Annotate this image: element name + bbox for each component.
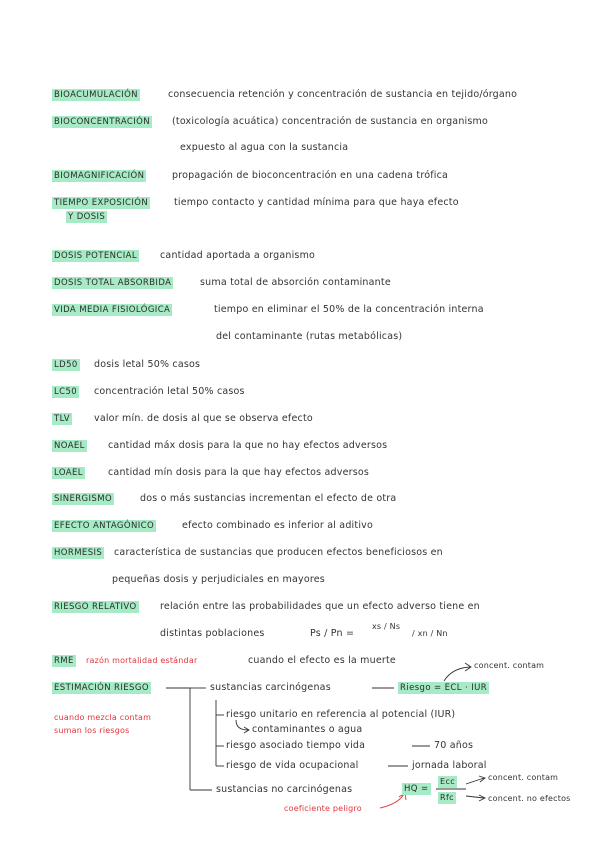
riesgo-vida-ocupacional: riesgo de vida ocupacional: [226, 760, 359, 771]
sustancias-no-carcinogenas: sustancias no carcinógenas: [216, 784, 353, 795]
def-loael: cantidad mín dosis para la que hay efectos adversos: [108, 467, 370, 478]
rme-red-note: razón mortalidad estándar: [86, 656, 198, 665]
term-estimacion-riesgo: ESTIMACIÓN RIESGO: [54, 683, 149, 693]
term-rme: RME: [54, 656, 74, 666]
def-sinergismo: dos o más sustancias incrementan el efecto de otra: [140, 493, 397, 504]
term-biomagnificacion: BIOMAGNIFICACIÓN: [54, 171, 145, 181]
term-bioconcentracion: BIOCONCENTRACIÓN: [54, 117, 150, 127]
formula-xn-nn: / xn / Nn: [412, 629, 448, 638]
def-riesgo-relativo-2: distintas poblaciones: [160, 628, 265, 639]
def-vida-media-1: tiempo en eliminar el 50% de la concentración interna: [214, 304, 484, 315]
def-dosis-total: suma total de absorción contaminante: [200, 277, 391, 288]
def-tlv: valor mín. de dosis al que se observa efecto: [94, 413, 313, 424]
def-dosis-potencial: cantidad aportada a organismo: [160, 250, 316, 261]
red-note-mezcla: cuando mezcla contam: [54, 713, 152, 722]
term-y-dosis: Y DOSIS: [68, 212, 106, 222]
formula-xs-ns: xs / Ns: [372, 622, 401, 631]
term-ld50: LD50: [54, 360, 78, 370]
def-ld50: dosis letal 50% casos: [94, 359, 201, 370]
def-bioconcentracion-1: (toxicología acuática) concentración de sustancia en organismo: [172, 116, 488, 127]
term-hormesis: HORMESIS: [54, 548, 103, 558]
concent-contam-2: concent. contam: [488, 773, 559, 782]
iur-contaminantes-agua: contaminantes o agua: [252, 724, 363, 735]
term-dosis-potencial: DOSIS POTENCIAL: [54, 251, 137, 261]
term-tlv: TLV: [54, 414, 71, 424]
term-lc50: LC50: [54, 387, 78, 397]
def-tiempo-exposicion: tiempo contacto y cantidad mínima para que haya efecto: [174, 197, 459, 208]
term-sinergismo: SINERGISMO: [54, 494, 113, 504]
def-hormesis-2: pequeñas dosis y perjudiciales en mayores: [112, 574, 325, 585]
coeficiente-peligro: coeficiente peligro: [284, 804, 362, 813]
setenta-anios: 70 años: [434, 740, 474, 751]
term-riesgo-relativo: RIESGO RELATIVO: [54, 602, 137, 612]
term-tiempo-exposicion: TIEMPO EXPOSICIÓN: [54, 198, 149, 208]
jornada-laboral: jornada laboral: [412, 760, 487, 771]
riesgo-unitario-iur: riesgo unitario en referencia al potencial (IUR): [226, 709, 456, 720]
term-vida-media: VIDA MEDIA FISIOLÓGICA: [54, 305, 171, 315]
term-bioacumulacion: BIOACUMULACIÓN: [54, 90, 138, 100]
def-hormesis-1: característica de sustancias que producen efectos beneficiosos en: [114, 547, 443, 558]
def-rme: cuando el efecto es la muerte: [248, 655, 396, 666]
hq-label: HQ =: [404, 784, 429, 794]
term-antagonico: EFECTO ANTAGÓNICO: [54, 521, 155, 531]
formula-ps-pn: Ps / Pn =: [310, 628, 355, 639]
hq-rfc: Rfc: [440, 793, 454, 802]
def-biomagnificacion: propagación de bioconcentración en una cadena trófica: [172, 170, 449, 181]
term-noael: NOAEL: [54, 441, 85, 451]
def-antagonico: efecto combinado es inferior al aditivo: [182, 520, 373, 531]
concent-contam-1: concent. contam: [474, 661, 545, 670]
def-vida-media-2: del contaminante (rutas metabólicas): [216, 331, 403, 342]
riesgo-tiempo-vida: riesgo asociado tiempo vida: [226, 740, 366, 751]
def-bioacumulacion: consecuencia retención y concentración de sustancia en tejido/órgano: [168, 89, 518, 100]
concent-no-efectos: concent. no efectos: [488, 794, 571, 803]
term-loael: LOAEL: [54, 468, 83, 478]
red-note-suman: suman los riesgos: [54, 726, 130, 735]
riesgo-formula: Riesgo = ECL · IUR: [400, 683, 488, 693]
def-riesgo-relativo-1: relación entre las probabilidades que un efecto adverso tiene en: [160, 601, 480, 612]
term-dosis-total: DOSIS TOTAL ABSORBIDA: [54, 278, 172, 288]
sustancias-carcinogenas: sustancias carcinógenas: [210, 682, 331, 693]
hq-ecc: Ecc: [440, 777, 456, 786]
def-noael: cantidad máx dosis para la que no hay efectos adversos: [108, 440, 388, 451]
def-bioconcentracion-2: expuesto al agua con la sustancia: [180, 142, 349, 153]
def-lc50: concentración letal 50% casos: [94, 386, 245, 397]
